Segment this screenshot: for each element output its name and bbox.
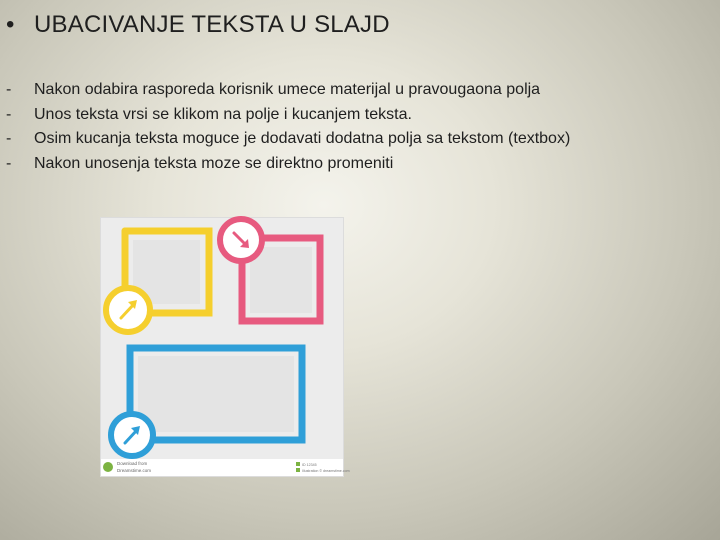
bullet-text: Nakon odabira rasporeda korisnik umece materijal u pravougaona polja (34, 81, 541, 98)
stock-logo-icon (103, 462, 113, 472)
slide-title: UBACIVANJE TEKSTA U SLAJD (34, 11, 390, 38)
footer-square-icon (296, 468, 300, 472)
pink-arrow-icon (220, 219, 262, 261)
title-bullet: • (6, 11, 15, 38)
footer-left-line1: Download from (117, 461, 148, 466)
footer-right-line1: ID 12345 (302, 463, 317, 467)
illustration-svg (101, 218, 350, 476)
bullet-item (6, 78, 696, 103)
slide-title-row (6, 8, 390, 42)
bullet-text: Nakon unosenja teksta moze se direktno promeniti (34, 154, 394, 172)
bullet-dash: - (6, 154, 12, 172)
bullet-dash: - (6, 81, 12, 98)
bullet-item (6, 127, 696, 152)
yellow-arrow-icon (106, 288, 150, 332)
blue-frame (130, 348, 302, 440)
text-frames-illustration (100, 217, 350, 477)
bullet-item (6, 152, 696, 177)
footer-square-icon (296, 462, 300, 466)
footer-right-line2: Illustration © dreamstime.com (302, 469, 350, 473)
blue-arrow-icon (111, 414, 153, 456)
bullet-dash: - (6, 130, 12, 147)
bullet-dash: - (6, 105, 12, 123)
bullet-item (6, 103, 696, 128)
bullet-text: Unos teksta vrsi se klikom na polje i kucanjem teksta. (34, 105, 412, 123)
bullet-text: Osim kucanja teksta moguce je dodavati dodatna polja sa tekstom (textbox) (34, 130, 571, 147)
bullet-list (6, 78, 696, 176)
footer-left-line2: Dreamstime.com (117, 468, 152, 473)
